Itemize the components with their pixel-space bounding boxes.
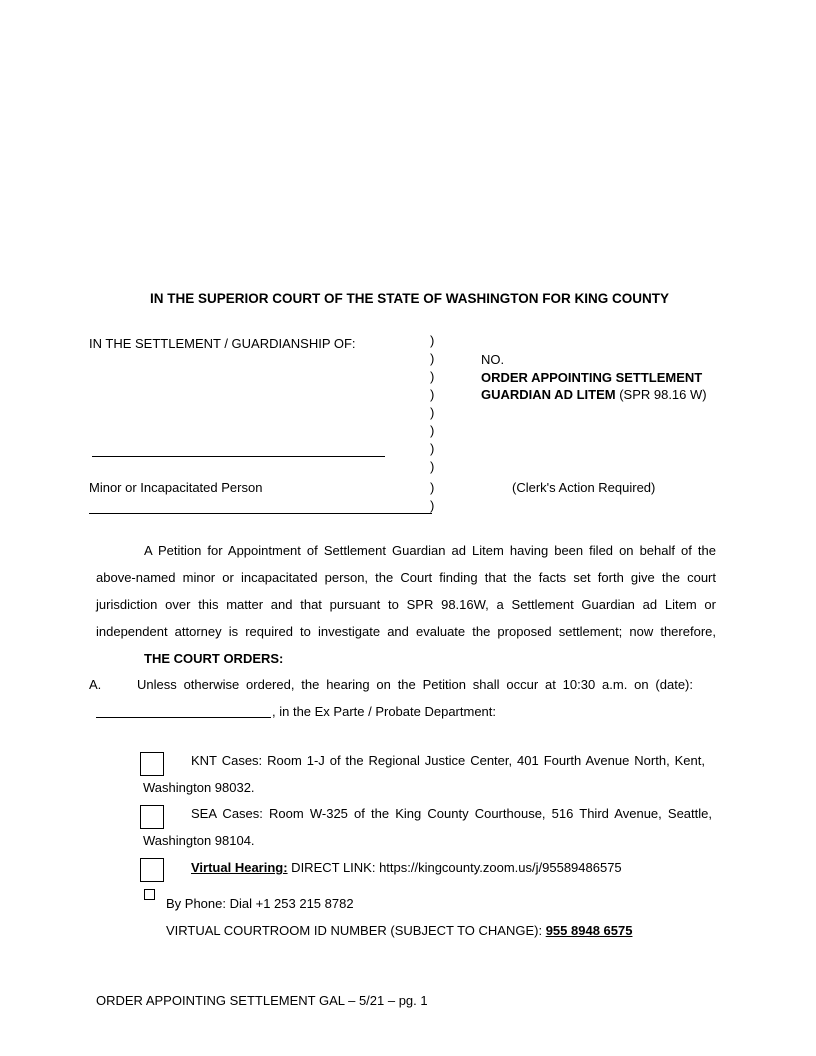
- caption-paren: ): [430, 387, 435, 402]
- item-a-text: Unless otherwise ordered, the hearing on the Petition shall occur at 10:30 a.m. on (date):: [137, 677, 693, 692]
- caption-paren: ): [430, 333, 435, 348]
- virtual-hearing-link[interactable]: DIRECT LINK: https://kingcounty.zoom.us/j/95589486575: [287, 860, 622, 875]
- caption-paren: ): [430, 480, 435, 495]
- in-the-matter-label: IN THE SETTLEMENT / GUARDIANSHIP OF:: [89, 336, 356, 351]
- caption-paren: ): [430, 405, 435, 420]
- virtual-hearing-line: [191, 860, 622, 876]
- order-title-rule-ref: (SPR 98.16 W): [615, 387, 707, 402]
- caption-paren: ): [430, 423, 435, 438]
- caption-paren: ): [430, 351, 435, 366]
- item-a-marker: A.: [89, 677, 102, 692]
- virtual-hearing-label: Virtual Hearing:: [191, 860, 288, 875]
- caption-paren: ): [430, 441, 435, 456]
- petition-paragraph: [96, 537, 716, 645]
- sea-location-line1: SEA Cases: Room W-325 of the King County Courthouse, 516 Third Avenue, Seattle,: [191, 806, 712, 821]
- courtroom-id-number: 955 8948 6575: [545, 923, 633, 938]
- phone-checkbox[interactable]: [144, 889, 155, 900]
- order-title-line1: ORDER APPOINTING SETTLEMENT: [481, 370, 703, 385]
- minor-label: Minor or Incapacitated Person: [89, 480, 263, 495]
- courtroom-id-label: VIRTUAL COURTROOM ID NUMBER (SUBJECT TO CHANGE):: [166, 923, 546, 938]
- knt-location-line2: Washington 98032.: [143, 780, 255, 795]
- order-title-gal: GUARDIAN AD LITEM: [481, 387, 616, 402]
- case-number-label: NO.: [481, 352, 505, 367]
- caption-paren: ): [430, 498, 435, 513]
- sea-location-line2: Washington 98104.: [143, 833, 255, 848]
- court-orders-heading: THE COURT ORDERS:: [144, 651, 284, 666]
- petition-text: A Petition for Appointment of Settlement Guardian ad Litem having been filed on behalf of the above-named minor or incapacitated person, the Court finding that the facts set forth give the court jurisdiction over this matter and that pursuant to SPR 98.16W, a Settlement Guardian ad Litem or independent attorney is required to investigate and evaluate the proposed settlement; now therefore,: [96, 543, 716, 639]
- phone-dial-in: By Phone: Dial +1 253 215 8782: [166, 896, 354, 911]
- sea-checkbox[interactable]: [140, 805, 164, 829]
- caption-paren: ): [430, 369, 435, 384]
- court-title: IN THE SUPERIOR COURT OF THE STATE OF WASHINGTON FOR KING COUNTY: [150, 291, 670, 306]
- order-title-line2: [481, 387, 707, 403]
- caption-bottom-rule: [89, 513, 432, 514]
- knt-checkbox[interactable]: [140, 752, 164, 776]
- page-footer: ORDER APPOINTING SETTLEMENT GAL – 5/21 – pg. 1: [96, 993, 428, 1008]
- courtroom-id-line: [166, 923, 632, 939]
- virtual-hearing-checkbox[interactable]: [140, 858, 164, 882]
- party-name-blank: [92, 456, 385, 457]
- clerk-action-note: (Clerk's Action Required): [512, 480, 656, 495]
- knt-location-line1: KNT Cases: Room 1-J of the Regional Justice Center, 401 Fourth Avenue North, Kent,: [191, 753, 705, 768]
- hearing-date-blank[interactable]: [96, 717, 271, 718]
- caption-paren: ): [430, 459, 435, 474]
- item-a-continuation: , in the Ex Parte / Probate Department:: [272, 704, 497, 719]
